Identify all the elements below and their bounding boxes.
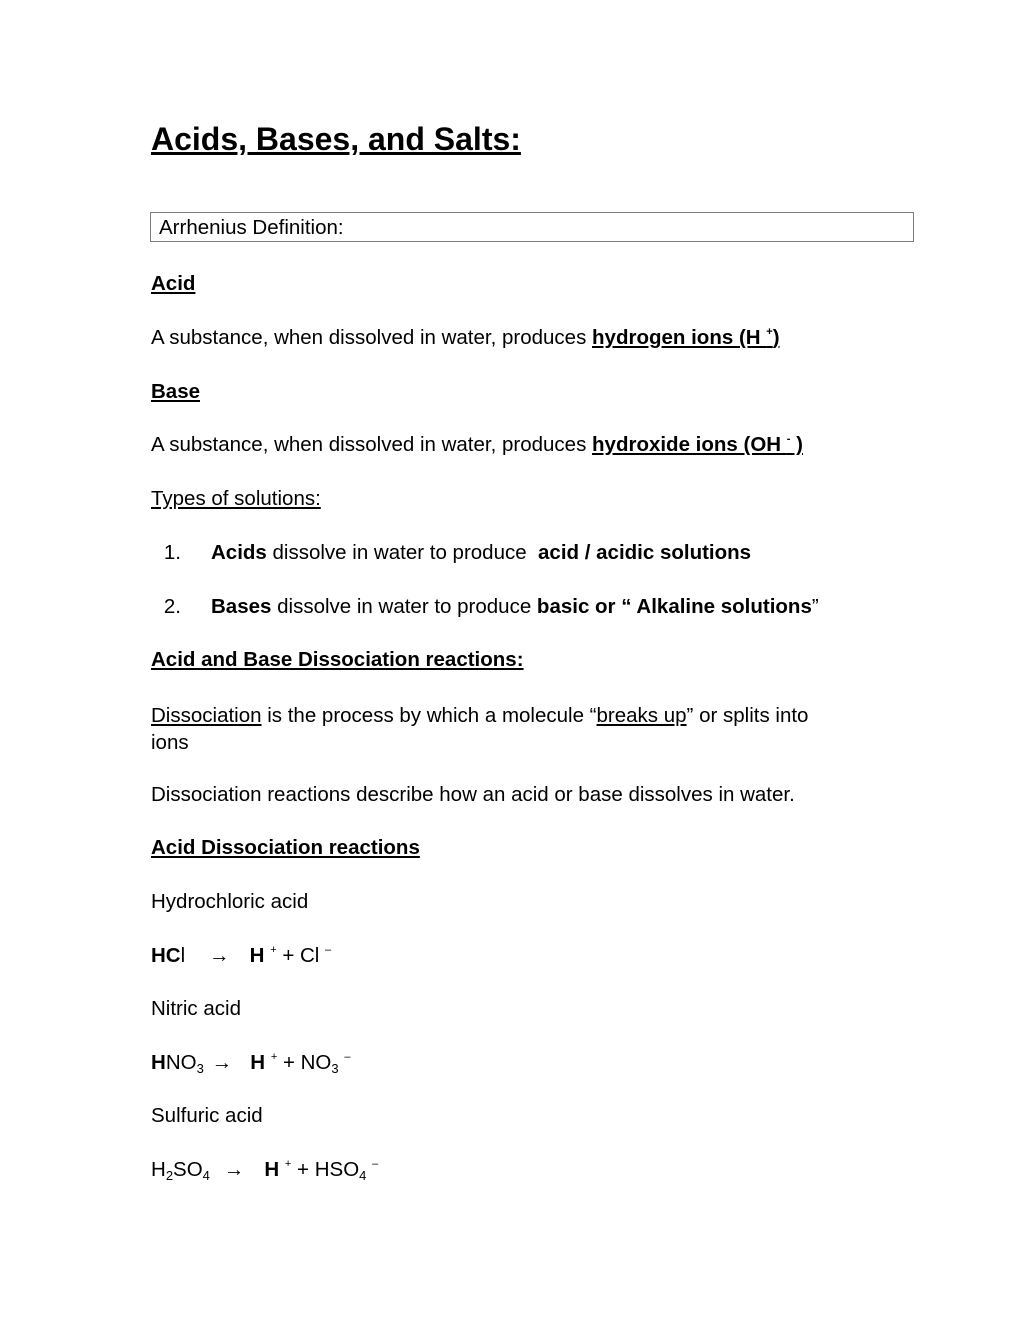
hydrogen-close: ): [772, 326, 780, 349]
eq-charge-minus: –: [325, 944, 332, 956]
eq-charge-plus: +: [270, 1051, 278, 1063]
base-heading: Base: [151, 380, 201, 403]
definition-box-label: Arrhenius Definition:: [159, 216, 344, 239]
dissociation-term: Dissociation: [151, 704, 262, 727]
list-bold-tail: basic or “ Alkaline solutions: [536, 595, 812, 618]
eq-reactant-bold: H: [151, 1051, 166, 1074]
eq-reactant-rest: SO: [173, 1158, 203, 1181]
breaks-up-term: breaks up: [596, 704, 687, 727]
dissociation-line2: ions: [151, 731, 189, 754]
eq-reactant-rest: l: [180, 944, 186, 967]
eq-product-rest: + NO: [277, 1051, 332, 1074]
acid-dissociation-heading: Acid Dissociation reactions: [151, 836, 420, 859]
eq-product-rest: + HSO: [291, 1158, 360, 1181]
base-def-text: A substance, when dissolved in water, produces: [151, 433, 593, 456]
types-heading: Types of solutions:: [151, 487, 321, 510]
acid-def-text: A substance, when dissolved in water, produces: [151, 326, 593, 349]
dissociation-description: Dissociation reactions describe how an acid or base dissolves in water.: [151, 783, 795, 806]
hydroxide-ions-term: [592, 433, 803, 456]
list-item: [145, 541, 751, 566]
hydroxide-close: ): [790, 433, 803, 456]
eq-product-h: H: [250, 1051, 266, 1074]
eq-charge-plus: +: [270, 944, 277, 956]
list-bold-tail: acid / acidic solutions: [538, 541, 752, 564]
document-title: Acids, Bases, and Salts:: [151, 121, 521, 157]
dissociation-heading: Acid and Base Dissociation reactions:: [151, 648, 524, 671]
eq-subscript: 3: [196, 1061, 204, 1076]
reaction-name-hno3: Nitric acid: [151, 997, 241, 1020]
equation-hno3: [151, 1051, 350, 1076]
list-number: 2.: [163, 595, 181, 618]
hydroxide-ions-text: hydroxide ions (OH: [592, 433, 787, 456]
eq-subscript: 4: [202, 1168, 210, 1183]
dissociation-tail: ” or splits into: [686, 704, 809, 727]
hydrogen-ions-text: hydrogen ions (H: [592, 326, 767, 349]
eq-reactant-bold: HC: [151, 944, 181, 967]
eq-subscript: 4: [359, 1168, 367, 1183]
dissociation-middle: is the process by which a molecule “: [261, 704, 597, 727]
eq-subscript: 2: [165, 1168, 174, 1183]
equation-h2so4: [151, 1158, 378, 1183]
equation-hcl: [151, 944, 331, 969]
dissociation-definition: [151, 702, 808, 756]
eq-reactant-h: H: [151, 1158, 166, 1181]
eq-product-h: H: [249, 944, 265, 967]
eq-subscript: 3: [331, 1061, 339, 1076]
list-end: ”: [811, 595, 819, 618]
list-bold-lead: Bases: [211, 595, 272, 618]
acid-definition: [151, 326, 780, 351]
reaction-name-h2so4: Sulfuric acid: [151, 1104, 263, 1127]
eq-product-h: H: [264, 1158, 280, 1181]
base-definition: [151, 433, 803, 458]
acid-heading: Acid: [151, 272, 196, 295]
reaction-name-hcl: Hydrochloric acid: [151, 890, 309, 913]
arrow-icon: →: [223, 1158, 245, 1181]
eq-charge-minus: –: [344, 1051, 351, 1063]
hydrogen-charge: +: [766, 326, 773, 338]
eq-reactant-rest: NO: [165, 1051, 197, 1074]
definition-box: [150, 212, 914, 242]
hydrogen-ions-term: [592, 326, 780, 349]
eq-product-rest: + Cl: [276, 944, 326, 967]
list-middle: dissolve in water to produce: [266, 541, 539, 564]
eq-charge-minus: –: [372, 1158, 379, 1170]
hydroxide-charge: -: [786, 433, 791, 445]
list-bold-lead: Acids: [211, 541, 267, 564]
eq-charge-plus: +: [284, 1158, 292, 1170]
arrow-icon: →: [209, 944, 230, 967]
list-item: [145, 595, 819, 620]
list-number: 1.: [163, 541, 181, 564]
list-middle: dissolve in water to produce: [271, 595, 537, 618]
arrow-icon: →: [211, 1051, 233, 1074]
